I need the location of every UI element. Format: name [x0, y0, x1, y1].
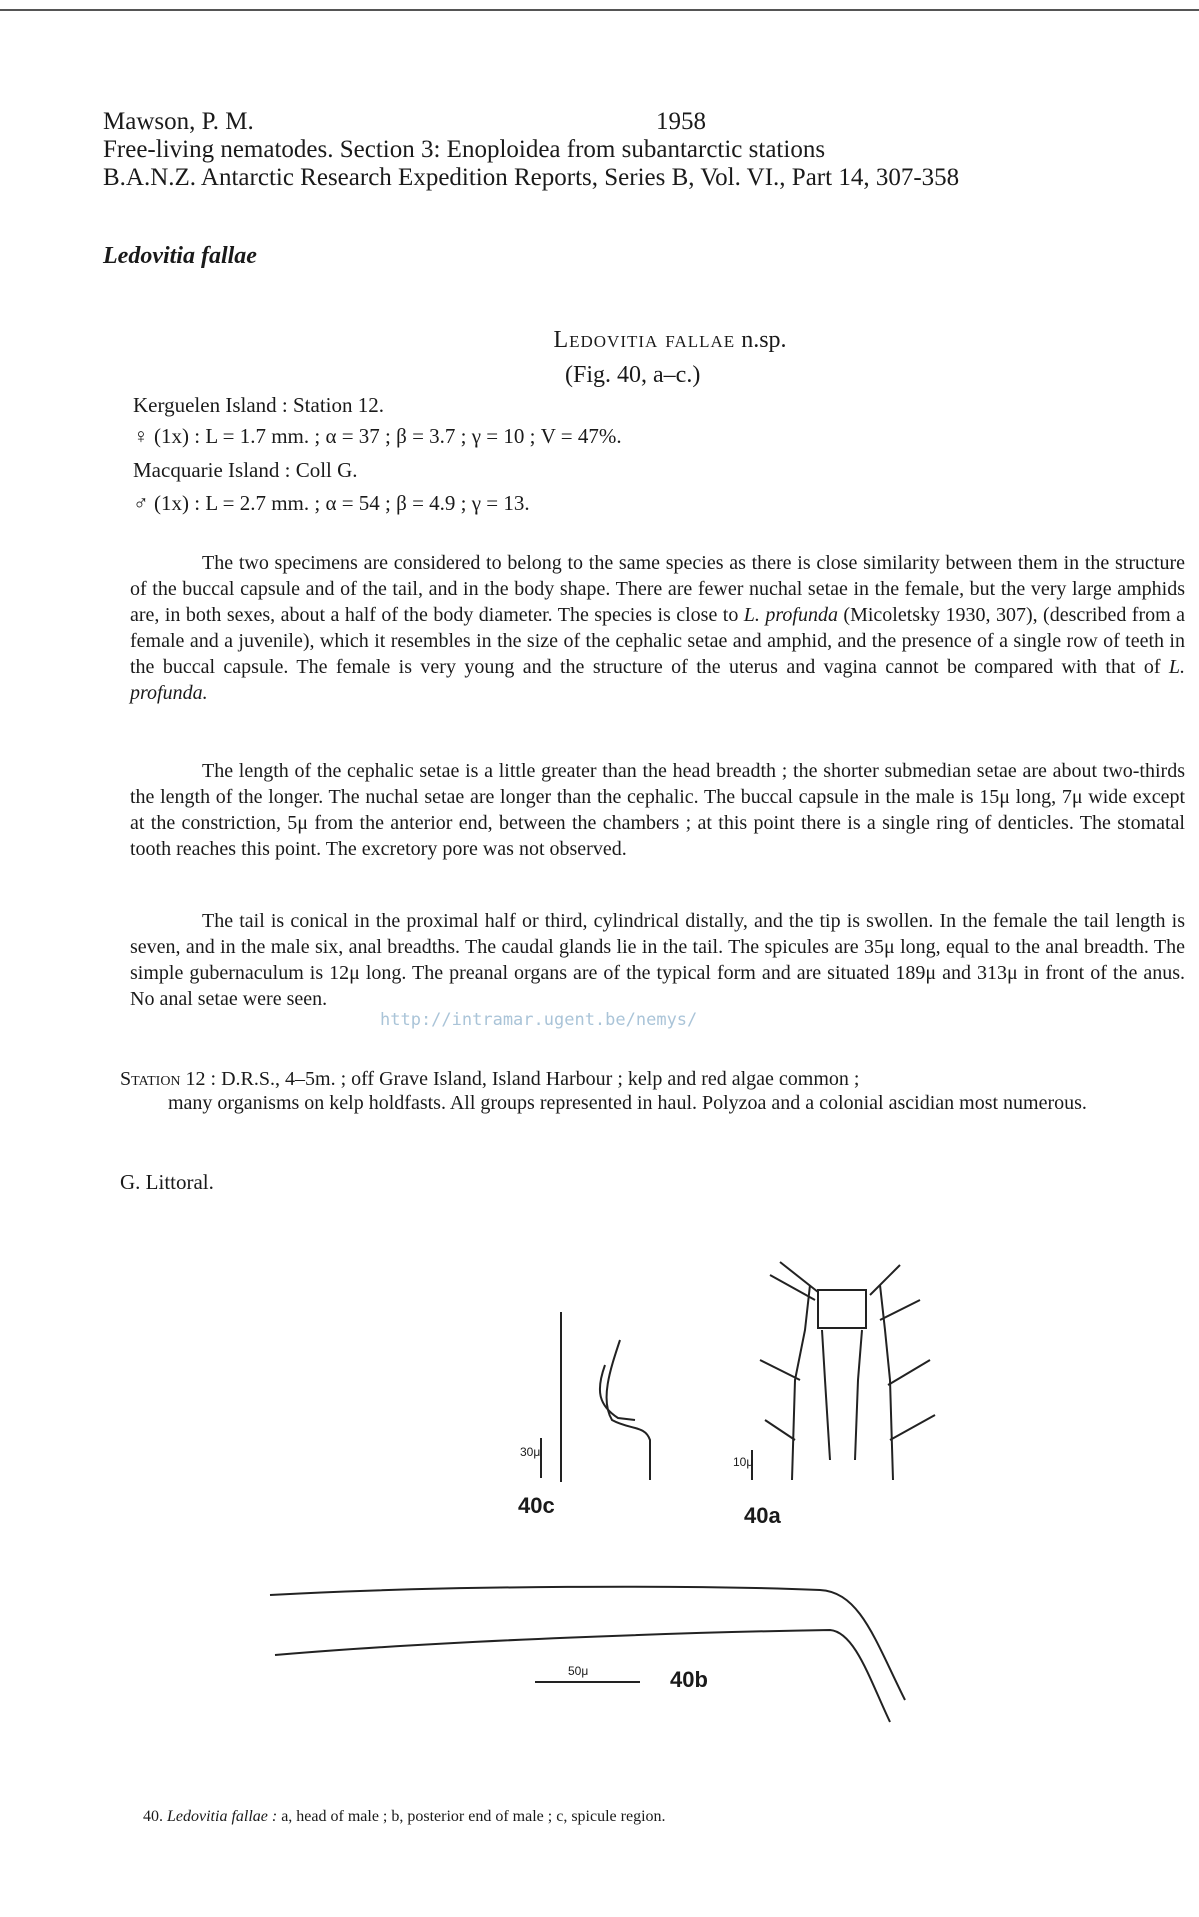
posterior-outline-upper: [270, 1587, 905, 1700]
species-heading-name: Ledovitia fallae: [553, 327, 736, 353]
measurement-line: ♂ (1x) : L = 2.7 mm. ; α = 54 ; β = 4.9 ; γ = 13.: [133, 491, 530, 515]
measurement-line: ♀ (1x) : L = 1.7 mm. ; α = 37 ; β = 3.7 ; γ = 10 ; V = 47%.: [133, 424, 622, 448]
nuchal-seta: [888, 1360, 930, 1385]
cephalic-seta: [880, 1300, 920, 1320]
station-text: D.R.S., 4–5m. ; off Grave Island, Island Harbour ; kelp and red algae common ;: [221, 1068, 860, 1090]
species-ref: L. profunda: [743, 604, 838, 626]
taxon-name: Ledovitia fallae: [103, 243, 257, 269]
caption-number: 40.: [143, 1808, 163, 1825]
citation-title: Free-living nematodes. Section 3: Enoploidea from subantarctic stations: [103, 136, 826, 163]
nuchal-seta: [890, 1415, 935, 1440]
watermark-url: http://intramar.ugent.be/nemys/: [380, 1010, 698, 1030]
figure-caption: [143, 1808, 666, 1826]
head-outline-left: [792, 1285, 810, 1480]
figure-label-40b: 40b: [670, 1667, 708, 1692]
figure-label-40c: 40c: [518, 1493, 555, 1518]
caption-species: Ledovitia fallae :: [167, 1808, 278, 1825]
collection-note: G. Littoral.: [120, 1170, 214, 1194]
paragraph-2-text: The length of the cephalic setae is a little greater than the head breadth ; the shorter submedian setae are about two-thirds the length of the longer. The nuchal setae are longer than the cephalic. The buccal capsule in the male is 15μ long, 7μ wide except at the constriction, 5μ from the anterior end, between the chambers ; at this point there is a single ring of denticles. The stomatal tooth reaches this point. The excretory pore was not observed.: [130, 760, 1185, 860]
cephalic-seta: [770, 1275, 815, 1300]
spicule-outline: [607, 1340, 650, 1480]
esophagus-lines: [822, 1330, 862, 1460]
station-continuation: many organisms on kelp holdfasts. All groups represented in haul. Polyzoa and a colonial ascidian most numerous.: [168, 1092, 1087, 1114]
cephalic-seta: [870, 1265, 900, 1295]
paragraph-1-text-a: The two specimens are considered to belong to the same species as there is close similarity between them in the structure of the buccal capsule and of the tail, and in the body shape. There are fewer nuchal setae in the female, but the very large amphids are, in both sexes, about a half of the body diameter. The species is close to: [130, 552, 1185, 626]
scale-label-c: 30μ: [520, 1445, 541, 1459]
scale-label-b: 50μ: [568, 1664, 589, 1678]
species-ref: L. profunda.: [130, 656, 1185, 704]
locality-line: Macquarie Island : Coll G.: [133, 458, 358, 482]
scale-label-a: 10μ: [733, 1455, 754, 1469]
nuchal-seta: [765, 1420, 795, 1440]
cephalic-seta: [780, 1262, 818, 1292]
citation-author: Mawson, P. M.: [103, 108, 254, 135]
citation-journal: B.A.N.Z. Antarctic Research Expedition Reports, Series B, Vol. VI., Part 14, 307-358: [103, 164, 960, 191]
spicule-inner: [600, 1365, 635, 1420]
paragraph-3-text: The tail is conical in the proximal half or third, cylindrical distally, and the tip is swollen. In the female the tail length is seven, and in the male six, anal breadths. The caudal glands lie in the tail. The spicules are 35μ long, equal to the anal breadth. The simple gubernaculum is 12μ long. The preanal organs are of the typical form and are situated 189μ and 313μ in front of the anus. No anal setae were seen.: [130, 910, 1185, 1010]
locality-line: Kerguelen Island : Station 12.: [133, 393, 384, 417]
paragraph-1-text-c: (Micoletsky 1930, 307), (described from a female and a juvenile), which it resembles in the size of the cephalic setae and amphid, and the presence of a single row of teeth in the buccal capsule. The female is very young and the structure of the uterus and vagina cannot be compared with that of: [130, 604, 1185, 678]
species-heading-suffix: n.sp.: [741, 327, 787, 353]
caption-text: a, head of male ; b, posterior end of male ; c, spicule region.: [277, 1808, 666, 1825]
figure-label-40a: 40a: [744, 1503, 781, 1528]
nuchal-seta: [760, 1360, 800, 1380]
citation-year: 1958: [656, 108, 706, 135]
buccal-capsule: [818, 1290, 866, 1328]
figure-reference: (Fig. 40, a–c.): [565, 362, 701, 388]
station-label: Station 12 :: [120, 1068, 217, 1090]
